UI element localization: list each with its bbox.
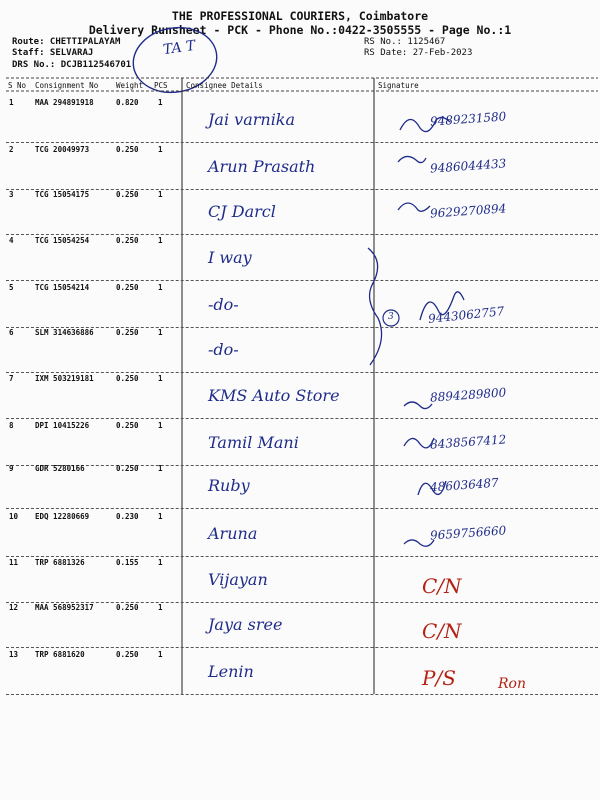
row-sno: 10: [9, 512, 19, 521]
row-consignee: Tamil Mani: [208, 433, 299, 452]
row-pcs: 1: [158, 374, 163, 383]
row-separator: [6, 647, 598, 648]
row-consignee: Lenin: [208, 662, 254, 681]
column-consignment: Consignment No: [35, 81, 99, 90]
row-separator: [6, 142, 598, 143]
row-weight: 0.250: [116, 236, 139, 245]
row-separator: [6, 280, 598, 281]
row-consignment: TRP 6881620: [35, 650, 85, 659]
row-separator: [6, 556, 598, 557]
row-signature: 486036487: [429, 475, 500, 495]
row-consignee: Jaya sree: [208, 615, 283, 634]
row-signature: P/S: [422, 666, 456, 690]
drs-number: DRS No.: DCJB112546701: [12, 60, 132, 70]
row-pcs: 1: [158, 328, 163, 337]
row-weight: 0.250: [116, 328, 139, 337]
row-consignment: MAA 568952317: [35, 603, 94, 612]
row-signature: 9486044433: [429, 156, 507, 176]
row-weight: 0.250: [116, 650, 139, 659]
row-sno: 2: [9, 145, 14, 154]
row-signature: 9659756660: [429, 523, 507, 543]
row-sno: 4: [9, 236, 14, 245]
row-weight: 0.250: [116, 283, 139, 292]
row13-note: Ron: [498, 676, 526, 692]
row-consignee: -do-: [208, 295, 239, 314]
row-pcs: 1: [158, 512, 163, 521]
row-consignment: IXM 503219181: [35, 374, 94, 383]
row-consignment: MAA 294891918: [35, 98, 94, 107]
row-separator: [6, 508, 598, 509]
row-consignee: Aruna: [208, 524, 258, 543]
row-pcs: 1: [158, 190, 163, 199]
row-separator: [6, 602, 598, 603]
row-weight: 0.250: [116, 145, 139, 154]
row-consignment: GDR 5280166: [35, 464, 85, 473]
row-separator: [6, 372, 598, 373]
row-sno: 9: [9, 464, 14, 473]
row-signature: 8438567412: [429, 432, 507, 452]
row-separator: [6, 465, 598, 466]
group-phone: 9443062757: [427, 304, 505, 326]
column-signature: Signature: [378, 81, 419, 90]
row-weight: 0.250: [116, 190, 139, 199]
route-label: Route: CHETTIPALAYAM: [12, 37, 121, 47]
row-consignee: KMS Auto Store: [208, 386, 340, 405]
row-consignment: SLM 314636886: [35, 328, 94, 337]
row-consignee: CJ Darcl: [208, 202, 276, 221]
row-signature: 9629270894: [429, 201, 507, 221]
staff-label: Staff: SELVARAJ: [12, 48, 94, 58]
rs-number: RS No.: 1125467: [364, 37, 446, 47]
row-signature: 8894289800: [429, 385, 507, 405]
row-consignment: EDQ 12280669: [35, 512, 90, 521]
row-sno: 5: [9, 283, 14, 292]
row-pcs: 1: [158, 98, 163, 107]
row-consignment: TCG 15054175: [35, 190, 90, 199]
group-count: 3: [388, 312, 394, 322]
row-weight: 0.820: [116, 98, 139, 107]
row-consignee: -do-: [208, 340, 239, 359]
row-pcs: 1: [158, 558, 163, 567]
column-consignee: Consignee Details: [186, 81, 263, 90]
row-signature: 9489231580: [429, 109, 507, 129]
row-consignment: TCG 15054254: [35, 236, 90, 245]
row-sno: 13: [9, 650, 19, 659]
row-separator: [6, 189, 598, 190]
row-consignee: Arun Prasath: [208, 157, 316, 176]
row-sno: 7: [9, 374, 14, 383]
row-sno: 3: [9, 190, 14, 199]
row-pcs: 1: [158, 464, 163, 473]
row-consignment: DPI 10415226: [35, 421, 90, 430]
row-separator: [6, 234, 598, 235]
row-pcs: 1: [158, 283, 163, 292]
row-pcs: 1: [158, 603, 163, 612]
runsheet-title: THE PROFESSIONAL COURIERS, Coimbatore: [171, 9, 429, 23]
row-pcs: 1: [158, 236, 163, 245]
handwritten-stamp: TA T: [162, 37, 197, 59]
row-sno: 6: [9, 328, 14, 337]
row-pcs: 1: [158, 421, 163, 430]
row-consignee: Jai varnika: [208, 110, 296, 129]
row-signature: C/N: [422, 574, 462, 598]
column-pcs: PCS: [154, 81, 168, 90]
row-consignee: Vijayan: [208, 570, 268, 589]
row-separator: [6, 694, 598, 695]
row-weight: 0.230: [116, 512, 139, 521]
row-weight: 0.250: [116, 603, 139, 612]
row-pcs: 1: [158, 145, 163, 154]
row-sno: 8: [9, 421, 14, 430]
row-weight: 0.250: [116, 464, 139, 473]
row-consignee: Ruby: [208, 476, 250, 495]
row-sno: 12: [9, 603, 19, 612]
row-weight: 0.250: [116, 374, 139, 383]
column-sno: S No: [8, 81, 27, 90]
row-sno: 11: [9, 558, 19, 567]
row-separator: [6, 327, 598, 328]
row-weight: 0.155: [116, 558, 139, 567]
row-consignment: TCG 20049973: [35, 145, 90, 154]
row-pcs: 1: [158, 650, 163, 659]
row-weight: 0.250: [116, 421, 139, 430]
row-signature: C/N: [422, 619, 462, 643]
row-consignee: I way: [208, 248, 252, 267]
rs-date: RS Date: 27-Feb-2023: [364, 48, 473, 58]
row-consignment: TRP 6881326: [35, 558, 85, 567]
column-weight: Weight: [116, 81, 144, 90]
row-consignment: TCG 15054214: [35, 283, 90, 292]
row-sno: 1: [9, 98, 14, 107]
row-separator: [6, 418, 598, 419]
runsheet-subtitle: Delivery Runsheet - PCK - Phone No.:0422-3505555 - Page No.:1: [88, 23, 512, 37]
